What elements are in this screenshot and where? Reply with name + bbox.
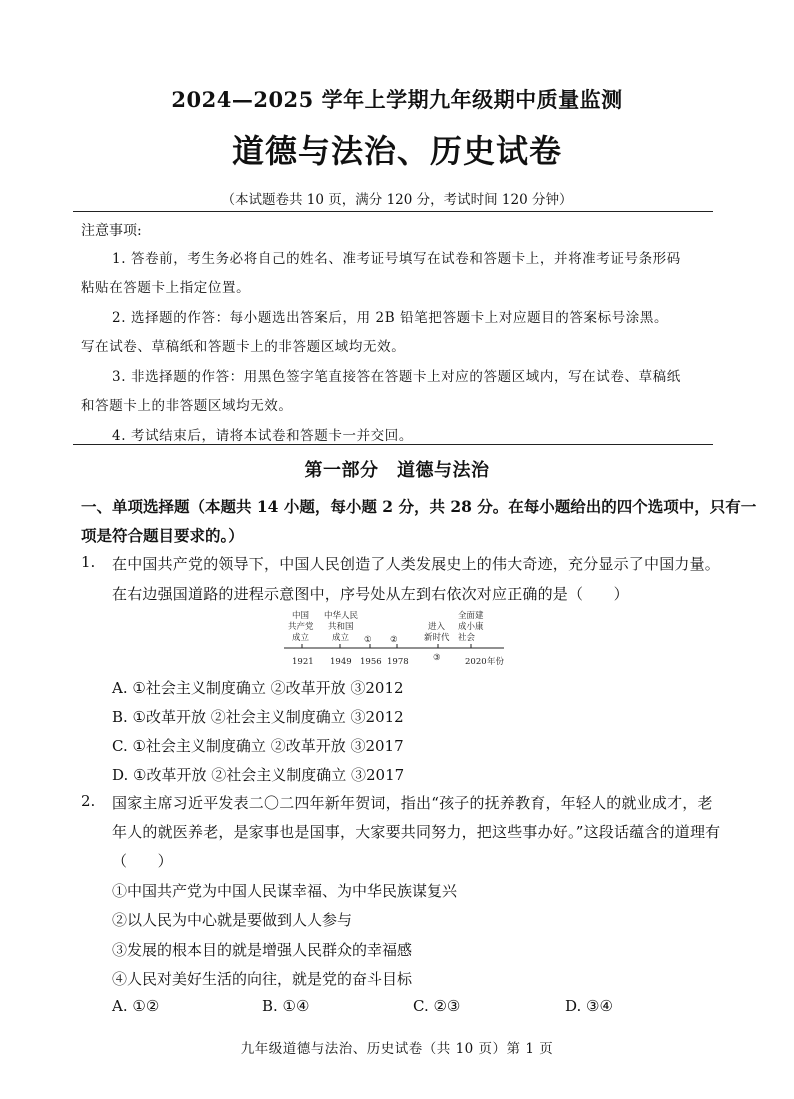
timeline-label: 全面建 bbox=[458, 611, 484, 621]
question-stem: 在中国共产党的领导下，中国人民创造了人类发展史上的伟大奇迹，充分显示了中国力量。 bbox=[112, 555, 721, 573]
answer-blank: （ ） bbox=[112, 852, 173, 870]
timeline-axis-unit: 年份 bbox=[487, 657, 505, 667]
notice-line: 粘贴在答题卡上指定位置。 bbox=[81, 280, 251, 296]
timeline-label: 成立 bbox=[332, 633, 350, 643]
option-a: A. ①② bbox=[112, 997, 160, 1015]
option-c: C. ①社会主义制度确立 ②改革开放 ③2017 bbox=[112, 737, 404, 755]
timeline-year: 1978 bbox=[387, 657, 409, 667]
question-stem: 国家主席习近平发表二〇二四年新年贺词，指出“孩子的抚养教育，年轻人的就业成才，老 bbox=[112, 794, 713, 812]
question-stem: 年人的就医养老，是家事也是国事，大家要共同努力，把这些事办好。”这段话蕴含的道理有 bbox=[112, 823, 721, 841]
statement-item: ①中国共产党为中国人民谋幸福、为中华民族谋复兴 bbox=[112, 882, 458, 900]
timeline-label: 共和国 bbox=[328, 622, 354, 632]
question-stem: 在右边强国道路的进程示意图中，序号处从左到右依次对应正确的是（ ） bbox=[112, 585, 629, 603]
section-heading: 一、单项选择题（本题共 14 小题，每小题 2 分，共 28 分。在每小题给出的四个选项中，只有一 bbox=[81, 497, 757, 516]
timeline-label: 社会 bbox=[458, 633, 476, 643]
notice-line: 和答题卡上的非答题区域均无效。 bbox=[81, 398, 293, 414]
statement-item: ④人民对美好生活的向往，就是党的奋斗目标 bbox=[112, 970, 413, 988]
timeline-label: 中华人民 bbox=[324, 611, 359, 621]
notice-line: 3. 非选择题的作答：用黑色签字笔直接答在答题卡上对应的答题区域内，写在试卷、草稿纸 bbox=[112, 369, 681, 385]
notice-title: 注意事项: bbox=[81, 223, 142, 239]
question-number: 1. bbox=[81, 553, 96, 571]
option-d: D. ①改革开放 ②社会主义制度确立 ③2017 bbox=[112, 766, 405, 784]
timeline-marker: ② bbox=[390, 635, 398, 645]
timeline-marker: ① bbox=[364, 635, 372, 645]
option-d: D. ③④ bbox=[565, 997, 613, 1015]
timeline-label: 中国 bbox=[292, 611, 310, 621]
timeline-label: 进入 bbox=[428, 622, 446, 632]
option-b: B. ①改革开放 ②社会主义制度确立 ③2012 bbox=[112, 708, 404, 726]
notice-line: 4. 考试结束后，请将本试卷和答题卡一并交回。 bbox=[112, 428, 413, 444]
timeline-year: 1949 bbox=[330, 657, 352, 667]
option-a: A. ①社会主义制度确立 ②改革开放 ③2012 bbox=[112, 679, 404, 697]
top-divider bbox=[73, 211, 713, 212]
timeline-label: 共产党 bbox=[288, 622, 314, 632]
timeline-label: 成立 bbox=[292, 633, 310, 643]
statement-item: ③发展的根本目的就是增强人民群众的幸福感 bbox=[112, 941, 413, 959]
option-c: C. ②③ bbox=[413, 997, 461, 1015]
subject-title: 道德与法治、历史试卷 bbox=[231, 132, 562, 170]
option-b: B. ①④ bbox=[262, 997, 310, 1015]
part-title: 第一部分 道德与法治 bbox=[304, 460, 490, 481]
timeline-label: 新时代 bbox=[424, 633, 450, 643]
timeline-year: 2020 bbox=[465, 657, 487, 667]
notice-line: 2. 选择题的作答：每小题选出答案后，用 2B 铅笔把答题卡上对应题目的答案标号涂黑。 bbox=[112, 310, 669, 326]
timeline-year: 1956 bbox=[360, 657, 382, 667]
exam-title: 2024—2025 学年上学期九年级期中质量监测 bbox=[171, 87, 623, 112]
notice-line: 写在试卷、草稿纸和答题卡上的非答题区域均无效。 bbox=[81, 339, 406, 355]
question-number: 2. bbox=[81, 792, 96, 810]
statement-item: ②以人民为中心就是要做到人人参与 bbox=[112, 911, 353, 929]
notice-line: 1. 答卷前，考生务必将自己的姓名、准考证号填写在试卷和答题卡上，并将准考证号条形码 bbox=[112, 251, 681, 267]
timeline-year: 1921 bbox=[292, 657, 314, 667]
timeline-marker: ③ bbox=[433, 653, 441, 663]
bottom-divider bbox=[73, 444, 713, 445]
timeline-diagram bbox=[282, 610, 518, 668]
page-footer: 九年级道德与法治、历史试卷（共 10 页）第 1 页 bbox=[240, 1041, 554, 1057]
exam-info: （本试题卷共 10 页，满分 120 分，考试时间 120 分钟） bbox=[221, 192, 573, 208]
timeline-label: 成小康 bbox=[458, 622, 484, 632]
section-heading-cont: 项是符合题目要求的。） bbox=[81, 526, 244, 545]
